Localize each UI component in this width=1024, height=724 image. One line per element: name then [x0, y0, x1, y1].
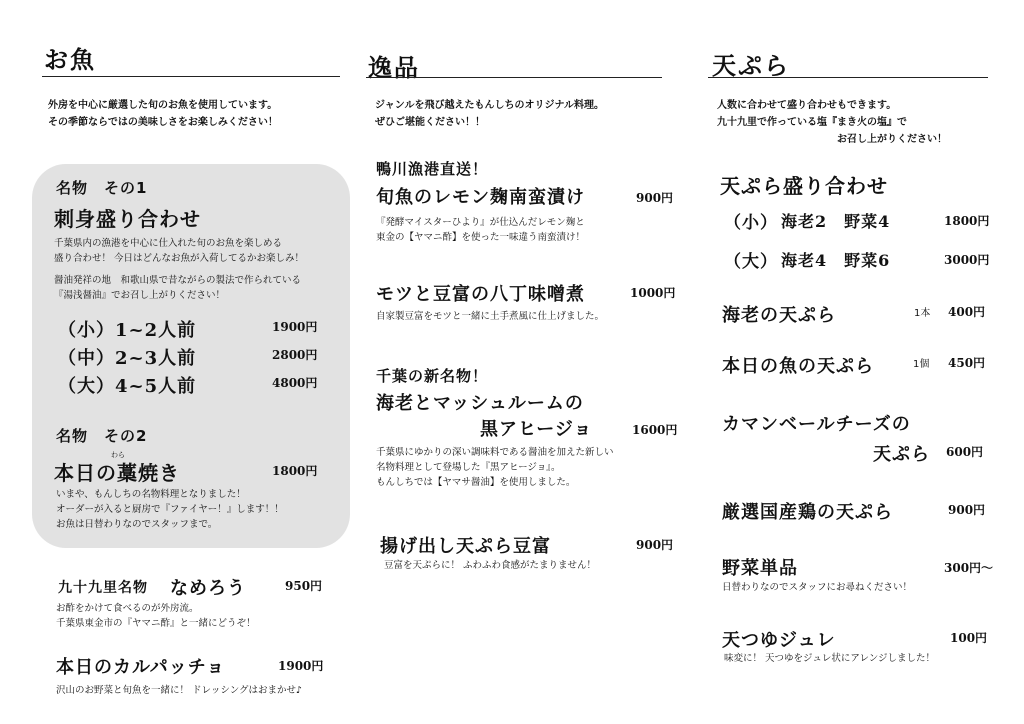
fish-intro-line: 外房を中心に厳選した旬のお魚を使用しています。	[48, 100, 278, 111]
ajillo-lead: 千葉の新名物！	[376, 367, 489, 385]
desc-line: 盛り合わせ！ 今日はどんなお魚が入荷してるかお楽しみ！	[54, 253, 305, 264]
nanban-lead: 鴨川漁港直送！	[376, 160, 489, 178]
gems-title-rule	[366, 77, 662, 78]
tempura-intro-line: 九十九里で作っている塩『まき火の塩』で	[717, 117, 907, 128]
carpaccio-name: 本日のカルパッチョ	[56, 657, 226, 678]
desc-line: 千葉県内の漁港を中心に仕入れた旬のお魚を楽しめる	[54, 238, 283, 249]
special1-desc	[54, 236, 304, 303]
sashimi-size-large: （大）4~5人前	[58, 376, 197, 397]
ebi-tempura-price: 400円	[948, 305, 986, 319]
assort-detail-small: 海老2 野菜4	[781, 212, 891, 231]
tempura-intro-line: 人数に合わせて盛り合わせもできます。	[717, 100, 897, 111]
vegetable-single-desc: 日替わりなのでスタッフにお尋ねください！	[722, 582, 913, 593]
ebi-tempura-unit: 1本	[914, 308, 931, 319]
vegetable-single-price: 300円～	[944, 561, 994, 575]
special1-label: 名物 その1	[56, 179, 148, 197]
agedashi-price: 900円	[636, 538, 674, 552]
carpaccio-desc: 沢山のお野菜と旬魚を一緒に！ ドレッシングはおまかせ♪	[56, 685, 303, 696]
assort-name: 天ぷら盛り合わせ	[720, 174, 888, 198]
assort-price-small: 1800円	[944, 214, 990, 228]
desc-line: 千葉県東金市の『ヤマニ酢』と一緒にどうぞ！	[56, 618, 256, 629]
gems-intro-line: ジャンルを飛び越えたもんしちのオリジナル料理。	[375, 100, 605, 111]
tempura-intro	[717, 97, 947, 148]
gems-intro-line: ぜひご堪能ください！！	[375, 117, 485, 128]
desc-line: 東金の【ヤマニ酢】を使った一味違う南蛮漬け！	[376, 232, 586, 243]
nanban-desc	[376, 215, 585, 245]
ajillo-desc	[376, 445, 614, 490]
fish-intro	[48, 97, 278, 131]
fish-title-rule	[42, 76, 340, 77]
camembert-price: 600円	[946, 445, 984, 459]
camembert-name-line2: 天ぷら	[873, 444, 930, 465]
motsu-price: 1000円	[630, 286, 676, 300]
fish-section-title: お魚	[44, 46, 96, 74]
desc-line: いまや、もんしちの名物料理となりました！	[56, 489, 246, 500]
motsu-desc: 自家製豆富をモツと一緒に土手煮風に仕上げました。	[376, 311, 605, 322]
special2-label: 名物 その2	[56, 427, 148, 445]
desc-line: もんしちでは【ヤマサ醤油】を使用しました。	[376, 477, 576, 488]
tentsuyu-jelly-desc: 味変に！ 天つゆをジュレ状にアレンジしました！	[724, 653, 935, 664]
fish-tempura-price: 450円	[948, 356, 986, 370]
nanban-price: 900円	[636, 191, 674, 205]
fish-intro-line: その季節ならではの美味しさをお楽しみください！	[48, 117, 278, 128]
desc-line: オーダーが入ると厨房で『ファイヤー！』します！！	[56, 504, 284, 515]
camembert-name: カマンベールチーズの	[722, 414, 911, 435]
assort-detail-large: 海老4 野菜6	[781, 251, 891, 270]
assort-price-large: 3000円	[944, 253, 990, 267]
desc-line: 醤油発祥の地 和歌山県で昔ながらの製法で作られている	[54, 275, 302, 286]
tempura-intro-line: お召し上がりください！	[837, 134, 947, 145]
sashimi-price-medium: 2800円	[272, 348, 318, 362]
vegetable-single-name: 野菜単品	[722, 558, 798, 579]
sashimi-size-medium: （中）2~3人前	[58, 348, 197, 369]
agedashi-name: 揚げ出し天ぷら豆富	[380, 536, 551, 557]
tempura-section-title: 天ぷら	[712, 52, 790, 80]
fish-tempura-name: 本日の魚の天ぷら	[722, 356, 874, 377]
chicken-tempura-name: 厳選国産鶏の天ぷら	[722, 502, 893, 523]
desc-line: 『発酵マイスターひより』が仕込んだレモン麹と	[376, 217, 585, 228]
special2-name: 本日の藁焼き	[54, 461, 180, 485]
desc-line: お酢をかけて食べるのが外房流。	[56, 603, 199, 614]
nanban-name: 旬魚のレモン麹南蛮漬け	[376, 187, 585, 208]
ajillo-name: 海老とマッシュルームの	[376, 393, 584, 414]
nameroh-prefix: 九十九里名物	[58, 580, 148, 596]
desc-line: お魚は日替わりなのでスタッフまで。	[56, 519, 218, 530]
fish-tempura-unit: 1個	[913, 359, 930, 370]
sashimi-price-small: 1900円	[272, 320, 318, 334]
nameroh-desc	[56, 601, 256, 631]
motsu-name: モツと豆富の八丁味噌煮	[376, 284, 585, 305]
desc-line: 名物料理として登場した『黒アヒージョ』。	[376, 462, 561, 473]
tempura-title-rule	[708, 77, 988, 78]
special1-name: 刺身盛り合わせ	[54, 207, 201, 231]
ebi-tempura-name: 海老の天ぷら	[722, 305, 836, 326]
carpaccio-price: 1900円	[278, 659, 324, 673]
assort-size-small: （小）	[724, 213, 778, 233]
ajillo-name-line2: 黒アヒージョ	[480, 419, 593, 440]
nameroh-name: なめろう	[170, 578, 246, 599]
nameroh-price: 950円	[285, 579, 323, 593]
ajillo-price: 1600円	[632, 423, 678, 437]
warayaki-ruby: わら	[111, 451, 125, 459]
tentsuyu-jelly-price: 100円	[950, 631, 988, 645]
gems-section-title: 逸品	[368, 54, 420, 82]
special2-desc	[56, 487, 284, 532]
chicken-tempura-price: 900円	[948, 503, 986, 517]
tentsuyu-jelly-name: 天つゆジュレ	[722, 630, 836, 651]
special2-price: 1800円	[272, 464, 318, 478]
sashimi-price-large: 4800円	[272, 376, 318, 390]
sashimi-size-small: （小）1~2人前	[58, 320, 197, 341]
desc-line: 千葉県にゆかりの深い調味料である醤油を加えた新しい	[376, 447, 614, 458]
desc-line: 『湯浅醤油』でお召し上がりください！	[54, 290, 226, 301]
gems-intro	[375, 97, 604, 131]
agedashi-desc: 豆富を天ぷらに！ ふわふわ食感がたまりません！	[384, 560, 597, 571]
assort-size-large: （大）	[724, 252, 778, 272]
